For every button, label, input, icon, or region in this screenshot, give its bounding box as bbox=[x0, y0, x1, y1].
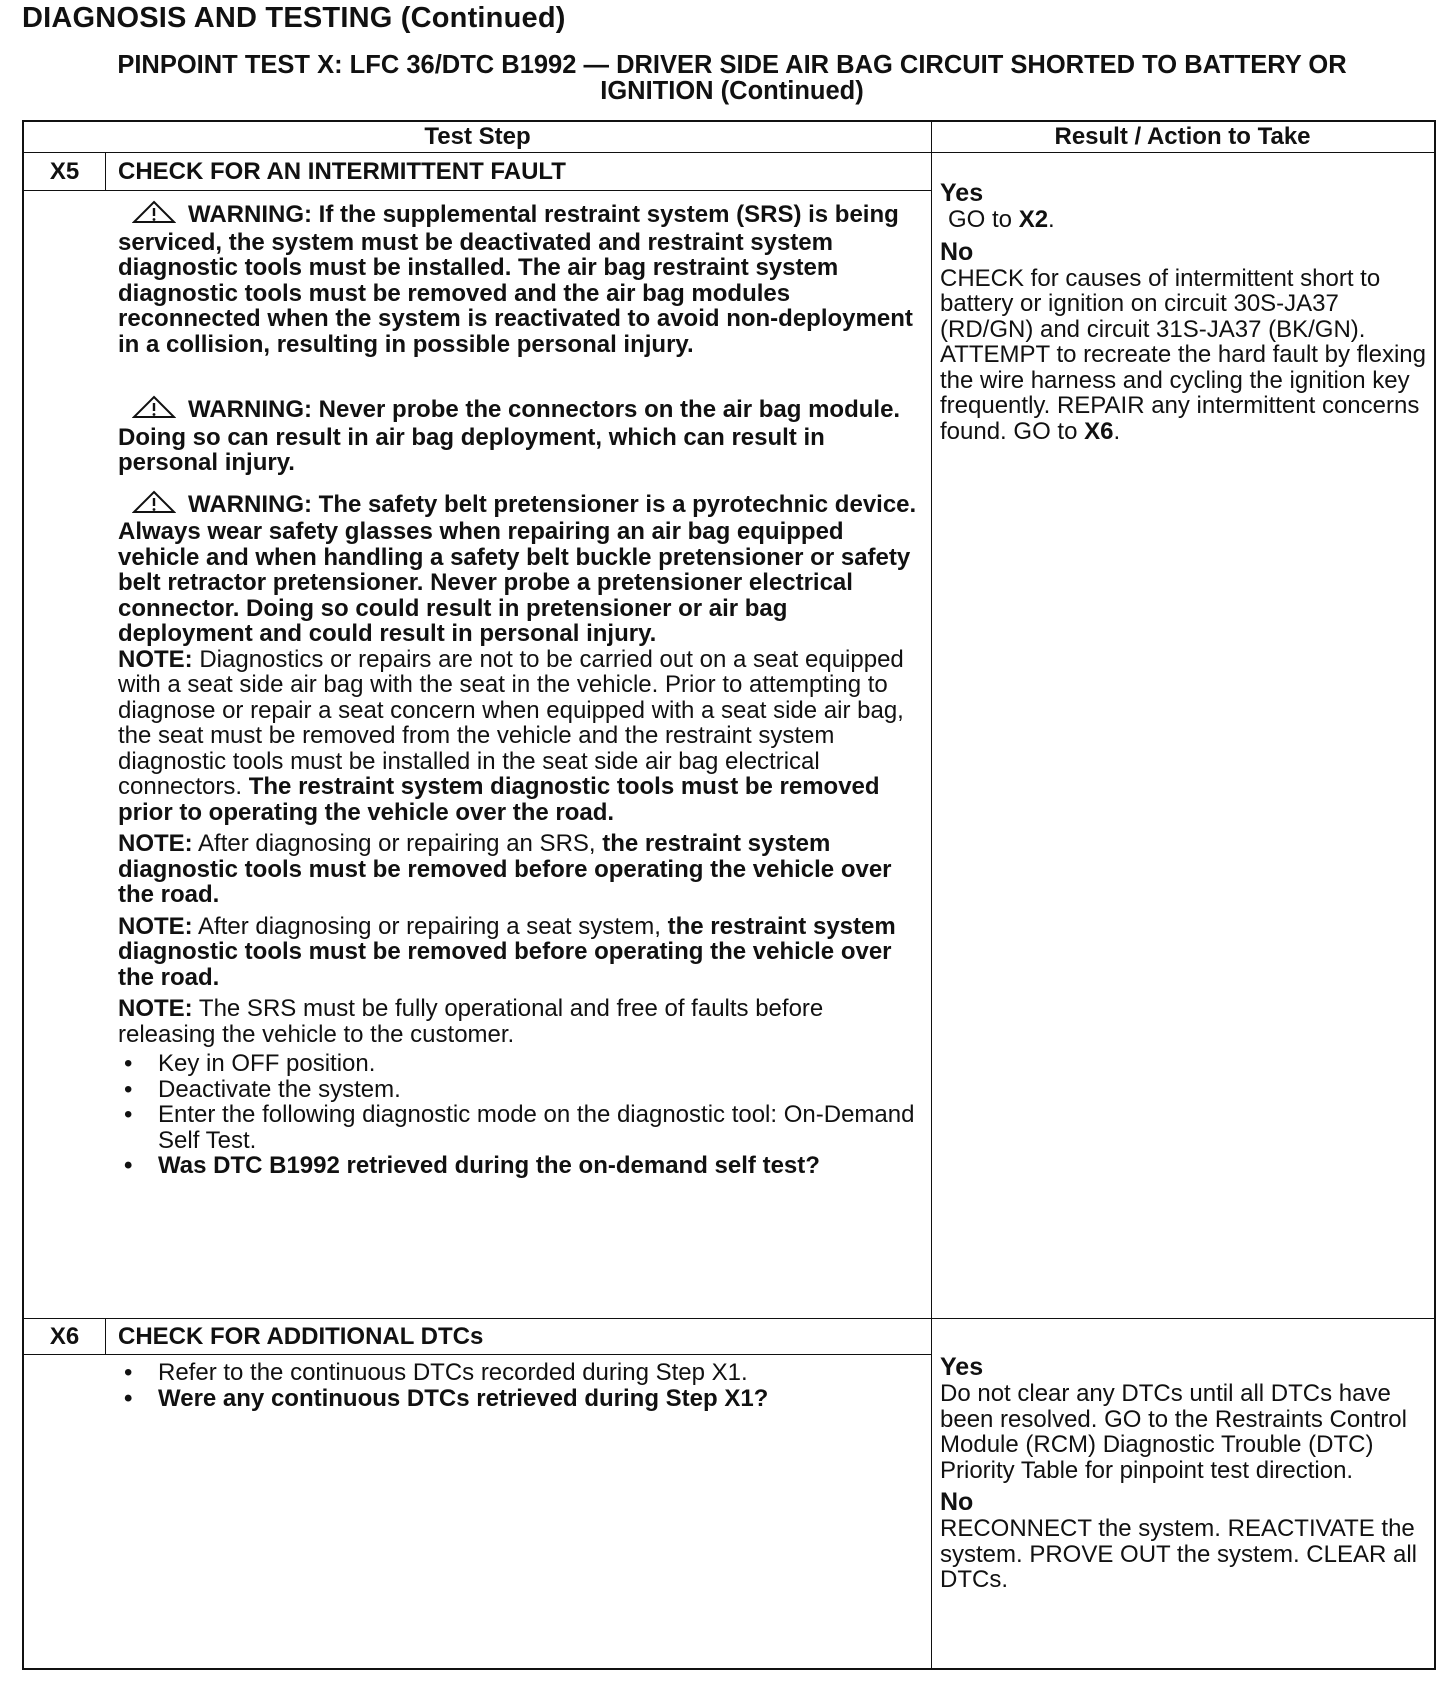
x5-note-4: NOTE: The SRS must be fully operational and free of faults before releasing the vehicle to the customer. bbox=[118, 995, 824, 1048]
x5-yes-action: GO to X2. bbox=[948, 206, 1055, 233]
warning-triangle-icon bbox=[132, 395, 176, 425]
x6-yes-label: Yes bbox=[940, 1353, 984, 1381]
x6-no-action: RECONNECT the system. REACTIVATE the system. PROVE OUT the system. CLEAR all DTCs. bbox=[940, 1515, 1418, 1593]
list-item: • Was DTC B1992 retrieved during the on-demand self test? bbox=[124, 1152, 820, 1179]
x5-warning-2: WARNING: Never probe the connectors on the air bag module. Doing so can result in air bag deployment, which can result in personal injury. bbox=[118, 396, 901, 476]
step-id-x6: X6 bbox=[49, 1323, 80, 1350]
x5-test-step-body bbox=[118, 200, 923, 1179]
header-test-step: Test Step bbox=[424, 123, 531, 150]
x5-bullet-list bbox=[118, 1051, 923, 1179]
row-divider bbox=[24, 1318, 1434, 1319]
list-item: • Refer to the continuous DTCs recorded during Step X1. bbox=[124, 1359, 748, 1386]
pinpoint-test-table bbox=[22, 120, 1436, 1670]
step-title-x5: CHECK FOR AN INTERMITTENT FAULT bbox=[118, 158, 566, 185]
x5-note-3: NOTE: After diagnosing or repairing a seat system, the restraint system diagnostic tools must be removed before operating the vehicle over the road. bbox=[118, 912, 896, 991]
step-title-x6: CHECK FOR ADDITIONAL DTCs bbox=[118, 1323, 484, 1350]
x6-test-step-body bbox=[118, 1360, 923, 1411]
list-item: • Were any continuous DTCs retrieved during Step X1? bbox=[124, 1384, 769, 1412]
header-divider bbox=[24, 152, 1434, 153]
x6-yes-action: Do not clear any DTCs until all DTCs have been resolved. GO to the Restraints Control Module (RCM) Diagnostic Trouble (DTC) Priority Table for pinpoint test direction. bbox=[940, 1380, 1407, 1484]
step-id-x5: X5 bbox=[49, 158, 80, 185]
x5-no-label: No bbox=[940, 237, 974, 266]
x5-note-2: NOTE: After diagnosing or repairing an SRS, the restraint system diagnostic tools must be removed before operating the vehicle over the road. bbox=[118, 830, 892, 908]
pinpoint-test-title-line2: IGNITION (Continued) bbox=[600, 77, 864, 105]
x5-warning-1: WARNING: If the supplemental restraint system (SRS) is being serviced, the system must be deactivated and restraint system diagnostic tools must be installed. The air bag restraint system diagnostic tools must be removed and the air bag modules reconnected when the system is reactivated to avoid non-deployment in a collision, resulting in possible personal injury. bbox=[118, 201, 913, 358]
x6-id-divider bbox=[105, 1318, 106, 1354]
x6-no-label: No bbox=[940, 1488, 974, 1516]
x5-no-action: CHECK for causes of intermittent short to battery or ignition on circuit 30S-JA37 (RD/GN) and circuit 31S-JA37 (BK/GN). ATTEMPT to recreate the hard fault by flexing the wire harness and cycling the ignition key frequently. REPAIR any intermittent concerns found. GO to X6. bbox=[940, 264, 1426, 445]
x6-title-divider bbox=[24, 1354, 931, 1355]
list-item: • Enter the following diagnostic mode on the diagnostic tool: On-Demand Self Test. bbox=[124, 1101, 915, 1154]
pinpoint-test-title-line1: PINPOINT TEST X: LFC 36/DTC B1992 — DRIVER SIDE AIR BAG CIRCUIT SHORTED TO BATTERY OR bbox=[117, 51, 1347, 79]
list-item: • Deactivate the system. bbox=[124, 1075, 401, 1103]
header-result-action: Result / Action to Take bbox=[1054, 123, 1311, 150]
x5-result-cell bbox=[940, 180, 1428, 444]
x6-bullet-list bbox=[118, 1360, 923, 1411]
warning-triangle-icon bbox=[132, 200, 176, 230]
x5-id-divider bbox=[105, 152, 106, 190]
page-title: DIAGNOSIS AND TESTING (Continued) bbox=[22, 2, 566, 34]
x5-title-divider bbox=[24, 190, 931, 191]
warning-triangle-icon bbox=[132, 490, 176, 520]
x5-yes-label: Yes bbox=[940, 179, 984, 207]
x5-note-1: NOTE: Diagnostics or repairs are not to be carried out on a seat equipped with a seat side air bag with the seat in the vehicle. Prior to attempting to diagnose or repair a seat concern when equipped with a seat side air bag, the seat must be removed from the vehicle and the restraint system diagnostic tools must be installed in the seat side air bag electrical connectors. The restraint system diagnostic tools must be removed prior to operating the vehicle over the road. bbox=[118, 645, 904, 826]
x6-result-cell bbox=[940, 1354, 1430, 1593]
x5-warning-3: WARNING: The safety belt pretensioner is a pyrotechnic device. Always wear safety glasses when repairing an air bag equipped vehicle and when handling a safety belt buckle pretensioner or safety belt retractor pretensioner. Never probe a pretensioner electrical connector. Doing so could result in pretensioner or air bag deployment and could result in personal injury. bbox=[118, 490, 917, 647]
column-divider bbox=[931, 122, 932, 1668]
list-item: • Key in OFF position. bbox=[124, 1050, 376, 1077]
pinpoint-test-title bbox=[22, 52, 1442, 104]
